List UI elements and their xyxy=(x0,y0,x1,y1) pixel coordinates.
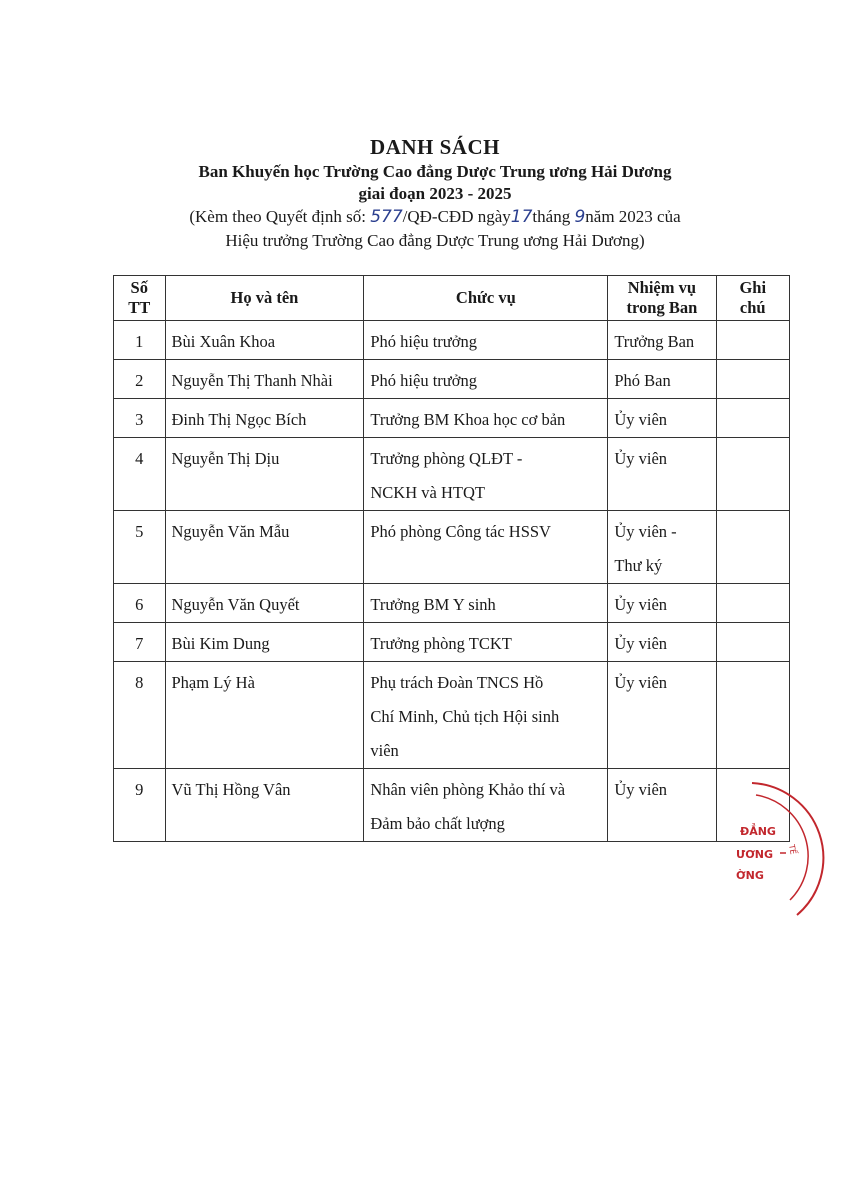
table-row xyxy=(114,623,790,662)
cell-position xyxy=(364,511,608,584)
header-note-line2: chú xyxy=(739,298,766,317)
header-name: Họ và tên xyxy=(165,276,364,321)
table-body xyxy=(114,321,790,842)
handwritten-month: 9 xyxy=(574,207,586,227)
seal-text-line2: ƯƠNG xyxy=(736,848,774,861)
reference-mid2: tháng xyxy=(532,207,575,226)
reference-suffix: năm 2023 của xyxy=(585,207,681,226)
cell-position xyxy=(364,399,608,438)
header-position: Chức vụ xyxy=(364,276,608,321)
cell-task-line: Ủy viên xyxy=(614,449,668,468)
cell-position xyxy=(364,321,608,360)
cell-position-line: Trưởng BM Y sinh xyxy=(370,595,496,614)
table-row xyxy=(114,769,790,842)
cell-task xyxy=(608,511,716,584)
cell-stt: 7 xyxy=(114,623,166,662)
cell-note xyxy=(716,584,790,623)
cell-note xyxy=(716,438,790,511)
cell-stt: 5 xyxy=(114,511,166,584)
cell-note xyxy=(716,662,790,769)
cell-stt: 6 xyxy=(114,584,166,623)
document-subtitle-line2: giai đoạn 2023 - 2025 xyxy=(358,184,512,203)
cell-task xyxy=(608,623,716,662)
cell-name: Bùi Kim Dung xyxy=(165,623,364,662)
cell-task xyxy=(608,662,716,769)
cell-position-line: Phụ trách Đoàn TNCS Hồ xyxy=(370,673,544,692)
cell-name: Nguyễn Văn Quyết xyxy=(165,584,364,623)
cell-name: Nguyễn Văn Mẫu xyxy=(165,511,364,584)
header-note-line1: Ghi xyxy=(739,278,767,297)
handwritten-decision-number: 577 xyxy=(370,207,403,227)
header-task xyxy=(608,276,716,321)
cell-position-line: Phó hiệu trưởng xyxy=(370,371,477,390)
cell-task-line: Ủy viên xyxy=(614,673,668,692)
reference-mid1: /QĐ-CĐD ngày xyxy=(402,207,511,226)
header-task-line2: trong Ban xyxy=(626,298,698,317)
cell-position xyxy=(364,769,608,842)
table-row xyxy=(114,321,790,360)
cell-task-line: Ủy viên xyxy=(614,595,668,614)
table-row xyxy=(114,438,790,511)
table-row xyxy=(114,662,790,769)
cell-position-line: Phó phòng Công tác HSSV xyxy=(370,522,551,541)
svg-text:TẾ: TẾ xyxy=(787,843,798,856)
table-row xyxy=(114,360,790,399)
cell-stt: 8 xyxy=(114,662,166,769)
cell-note xyxy=(716,511,790,584)
cell-task-line: Thư ký xyxy=(614,556,663,575)
cell-task-line: Ủy viên - xyxy=(614,522,677,541)
cell-task xyxy=(608,321,716,360)
cell-position-line: Nhân viên phòng Khảo thí và xyxy=(370,780,566,799)
cell-stt: 1 xyxy=(114,321,166,360)
cell-note xyxy=(716,623,790,662)
header-task-line1: Nhiệm vụ xyxy=(627,278,697,297)
decision-reference xyxy=(25,205,845,229)
cell-position-line: Trưởng phòng TCKT xyxy=(370,634,512,653)
title-block xyxy=(0,133,845,253)
cell-task-line: Ủy viên xyxy=(614,634,668,653)
reference-prefix: (Kèm theo Quyết định số: xyxy=(189,207,371,226)
cell-note xyxy=(716,321,790,360)
cell-stt: 9 xyxy=(114,769,166,842)
cell-position xyxy=(364,438,608,511)
header-stt xyxy=(114,276,166,321)
cell-task-line: Ủy viên xyxy=(614,410,668,429)
cell-note xyxy=(716,399,790,438)
cell-position-line: Phó hiệu trưởng xyxy=(370,332,477,351)
member-table xyxy=(113,275,790,842)
cell-task xyxy=(608,438,716,511)
seal-text-line1: ĐẲNG xyxy=(740,825,776,838)
decision-reference-line2: Hiệu trưởng Trường Cao đẳng Dược Trung ương Hải Dương) xyxy=(225,231,645,250)
table-row xyxy=(114,511,790,584)
cell-name: Nguyễn Thị Thanh Nhài xyxy=(165,360,364,399)
red-seal-stamp xyxy=(722,775,845,925)
header-note xyxy=(716,276,790,321)
table-row xyxy=(114,584,790,623)
cell-name: Phạm Lý Hà xyxy=(165,662,364,769)
table-row xyxy=(114,399,790,438)
cell-name: Vũ Thị Hồng Vân xyxy=(165,769,364,842)
cell-stt: 3 xyxy=(114,399,166,438)
cell-task xyxy=(608,399,716,438)
cell-position-line: Đảm bảo chất lượng xyxy=(370,814,505,833)
cell-task xyxy=(608,769,716,842)
seal-text-line3: ỜNG xyxy=(736,869,764,882)
cell-stt: 4 xyxy=(114,438,166,511)
header-stt-line1: Số xyxy=(130,278,148,297)
cell-name: Nguyễn Thị Dịu xyxy=(165,438,364,511)
cell-position-line: NCKH và HTQT xyxy=(370,483,485,502)
cell-task xyxy=(608,360,716,399)
cell-position xyxy=(364,662,608,769)
cell-position-line: Chí Minh, Chủ tịch Hội sinh xyxy=(370,707,560,726)
cell-task xyxy=(608,584,716,623)
cell-name: Đinh Thị Ngọc Bích xyxy=(165,399,364,438)
document-subtitle-line1: Ban Khuyến học Trường Cao đẳng Dược Trung ương Hải Dương xyxy=(198,162,672,181)
cell-name: Bùi Xuân Khoa xyxy=(165,321,364,360)
handwritten-day: 17 xyxy=(510,207,533,227)
cell-position-line: Trưởng phòng QLĐT - xyxy=(370,449,523,468)
cell-task-line: Ủy viên xyxy=(614,780,668,799)
cell-position-line: Trưởng BM Khoa học cơ bản xyxy=(370,410,566,429)
header-stt-line2: TT xyxy=(128,298,151,317)
document-title: DANH SÁCH xyxy=(370,135,500,159)
cell-task-line: Phó Ban xyxy=(614,371,671,390)
cell-position xyxy=(364,584,608,623)
cell-position xyxy=(364,623,608,662)
cell-position-line: viên xyxy=(370,741,399,760)
cell-position xyxy=(364,360,608,399)
cell-note xyxy=(716,360,790,399)
cell-stt: 2 xyxy=(114,360,166,399)
cell-task-line: Trưởng Ban xyxy=(614,332,695,351)
table-header-row xyxy=(114,276,790,321)
